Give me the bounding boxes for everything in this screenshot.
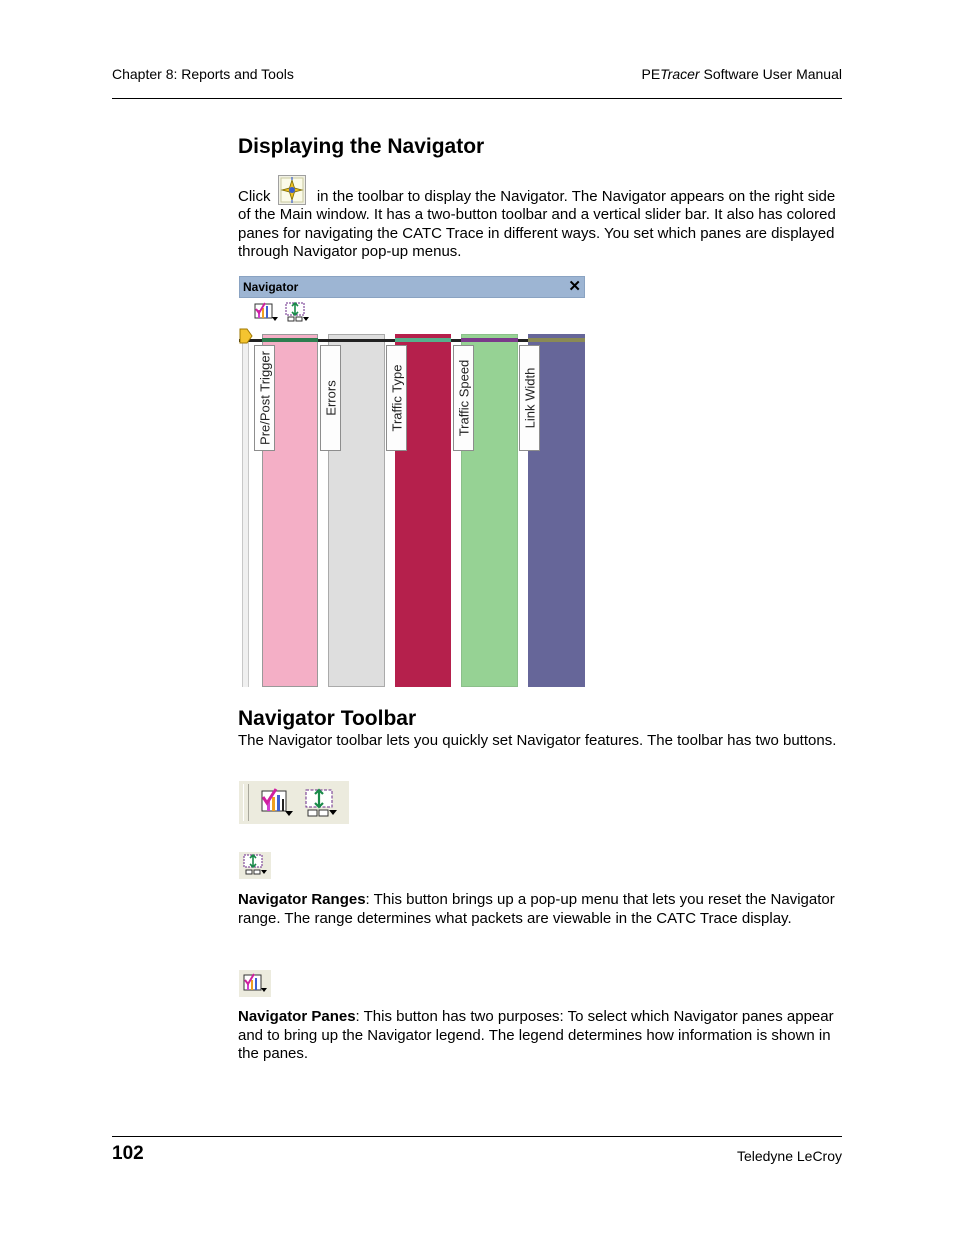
header-rule — [112, 98, 842, 99]
running-header-manual — [641, 66, 842, 82]
navigator-toolbar-closeup — [239, 781, 349, 824]
panes-button-sample — [239, 970, 271, 997]
panes-description — [238, 1008, 843, 1064]
running-header-chapter: Chapter 8: Reports and Tools — [112, 66, 294, 82]
pane-strip-pre-post — [262, 338, 318, 342]
tab-label: Link Width — [522, 367, 537, 429]
toolbar-body: The Navigator toolbar lets you quickly set Navigator features. The toolbar has two buttons. — [238, 732, 837, 749]
slider-handle-icon — [239, 328, 253, 344]
slider-track[interactable] — [242, 333, 249, 687]
pane-strip-link-width — [528, 338, 585, 342]
ranges-description — [238, 891, 843, 928]
manual-suffix: Software User Manual — [699, 66, 842, 82]
ranges-button-sample — [239, 852, 271, 879]
tab-label: Errors — [323, 380, 338, 416]
page-number: 102 — [112, 1143, 144, 1164]
navigator-title: Navigator — [243, 280, 299, 294]
manual-italic: Tracer — [660, 66, 700, 82]
footer-company: Teledyne LeCroy — [736, 1148, 842, 1164]
intro-body: of the Main window. It has a two-button toolbar and a vertical slider bar. It also has colored panes for navigating the CATC Trace in different ways. You set which panes are displayed through Navigator pop-up menus. — [238, 206, 836, 261]
navigator-window — [239, 276, 585, 687]
section-title-displaying: Displaying the Navigator — [238, 135, 485, 158]
manual-prefix: PE — [641, 66, 661, 82]
slider-handle[interactable] — [239, 328, 253, 344]
ranges-arrows-icon — [284, 301, 310, 323]
tab-link-width[interactable] — [519, 345, 540, 451]
tab-label: Traffic Speed — [456, 359, 471, 437]
panes-chart-icon — [239, 970, 271, 997]
panes-chart-icon — [253, 301, 279, 323]
ranges-arrows-icon — [239, 852, 271, 879]
tab-traffic-speed[interactable] — [453, 345, 474, 451]
ranges-text: : This button brings up a pop-up menu that lets you reset the Navigator range. The range determines what packets are viewable in the CATC Trace display. — [238, 891, 835, 927]
ranges-term: Navigator Ranges — [238, 891, 366, 908]
compass-star-icon — [279, 176, 305, 204]
panes-text: : This button has two purposes: To select which Navigator panes appear and to bring up the Navigator legend. The legend determines how information is shown in the panes. — [238, 1008, 834, 1063]
tab-pre-post-trigger[interactable] — [254, 345, 275, 451]
tab-errors[interactable] — [320, 345, 341, 451]
click-word: Click — [238, 188, 271, 205]
navigator-titlebar — [239, 276, 585, 298]
pane-strip-traffic-speed — [461, 338, 518, 342]
footer-rule — [112, 1136, 842, 1137]
navigator-toolbar — [239, 298, 585, 325]
navigator-toolbar-icon — [278, 175, 306, 205]
tab-traffic-type[interactable] — [386, 345, 407, 451]
panes-chart-icon-large[interactable] — [259, 787, 295, 819]
section-title-navigator-toolbar: Navigator Toolbar — [238, 707, 417, 730]
navigator-ranges-button[interactable] — [284, 301, 310, 323]
tab-label: Pre/Post Trigger — [257, 351, 272, 445]
toolbar-grip[interactable] — [243, 784, 249, 821]
pane-strip-traffic-type — [395, 338, 451, 342]
panes-term: Navigator Panes — [238, 1008, 356, 1025]
navigator-panes-button[interactable] — [253, 301, 279, 323]
tab-label: Traffic Type — [389, 364, 404, 432]
intro-line1-rest: in the toolbar to display the Navigator. The Navigator appears on the right side — [316, 188, 836, 205]
intro-line1 — [238, 188, 843, 207]
close-icon[interactable]: ✕ — [568, 278, 581, 295]
ranges-arrows-icon-large[interactable] — [303, 787, 339, 819]
